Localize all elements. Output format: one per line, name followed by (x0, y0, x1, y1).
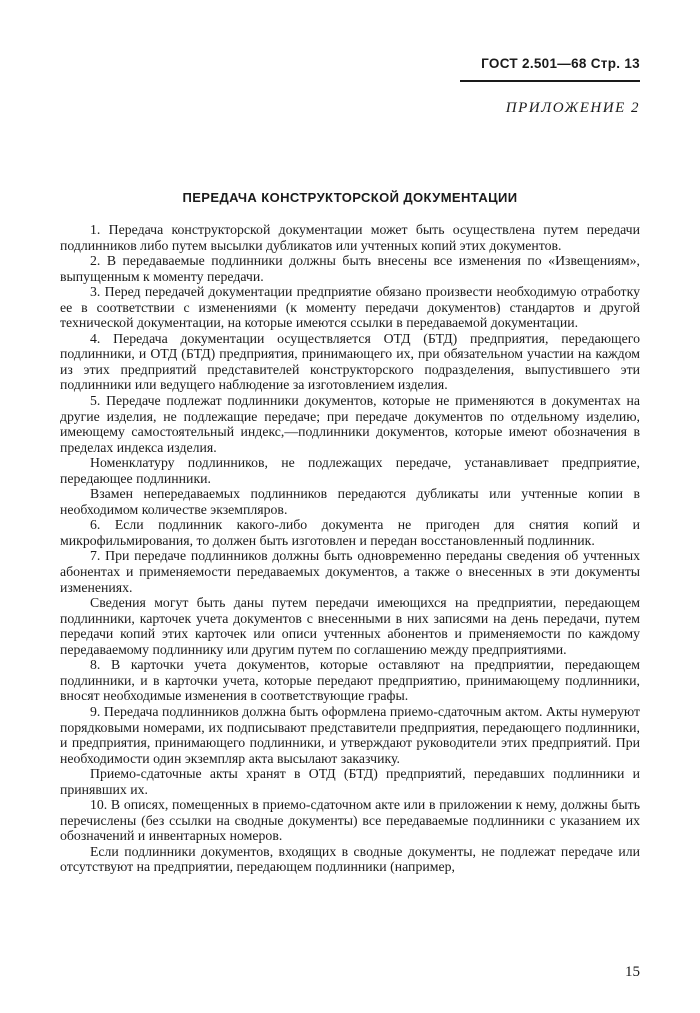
paragraph: 1. Передача конструкторской документации может быть осуществлена путем передачи подлинников либо путем высылки дубликатов или учтенных копий этих документов. (60, 222, 640, 253)
paragraph: Если подлинники документов, входящих в сводные документы, не подлежат передаче или отсутствуют на предприятии, передающем подлинники (например, (60, 843, 640, 875)
standard-header: ГОСТ 2.501—68 Стр. 13 (481, 56, 640, 71)
paragraph: 8. В карточки учета документов, которые оставляют на предприятии, передающем подлинники, и в карточки учета, которые передают предприятию, принимающему подлинники, вносят необходимые изменения в соответствующие графы. (60, 657, 640, 704)
header-rule (460, 80, 640, 82)
paragraph: 6. Если подлинник какого-либо документа не пригоден для снятия копий и микрофильмирования, то должен быть изготовлен и передан восстановленный подлинник. (60, 517, 640, 548)
paragraph: Сведения могут быть даны путем передачи имеющихся на предприятии, передающем подлинники, карточек учета документов с внесенными в них записями на день передачи, путем передачи копий этих карточек или описи учтенных абонентов и применяемости по каждому передаваемому подлиннику или другим путем по соглашению между предприятиями. (60, 595, 640, 657)
page-title: ПЕРЕДАЧА КОНСТРУКТОРСКОЙ ДОКУМЕНТАЦИИ (182, 190, 518, 205)
paragraph: Номенклатуру подлинников, не подлежащих передаче, устанавливает предприятие, передающее подлинники. (60, 455, 640, 486)
document-body (60, 222, 640, 875)
paragraph: Приемо-сдаточные акты хранят в ОТД (БТД) предприятий, передавших подлинники и принявших их. (60, 766, 640, 797)
paragraph: 9. Передача подлинников должна быть оформлена приемо-сдаточным актом. Акты нумеруют порядковыми номерами, их подписывают представители предприятия, передающего подлинники, и предприятия, принимающего подлинники, и утверждают руководители этих предприятий. При необходимости один экземпляр акта высылают заказчику. (60, 703, 640, 766)
page-number: 15 (625, 964, 640, 980)
paragraph: 7. При передаче подлинников должны быть одновременно переданы сведения об учтенных абонентах и применяемости передаваемых документов, а также о внесенных в эти документы изменениях. (60, 548, 640, 595)
paragraph: Взамен непередаваемых подлинников передаются дубликаты или учтенные копии в необходимом количестве экземпляров. (60, 486, 640, 517)
appendix-label: ПРИЛОЖЕНИЕ 2 (505, 100, 640, 116)
paragraph: 10. В описях, помещенных в приемо-сдаточном акте или в приложении к нему, должны быть перечислены (без ссылки на сводные документы) все передаваемые подлинники с указанием их обозначений и инвентарных номеров. (60, 797, 640, 844)
paragraph: 4. Передача документации осуществляется ОТД (БТД) предприятия, передающего подлинники, и ОТД (БТД) предприятия, принимающего их, при обязательном участии на каждом из этих предприятий представителей конструкторского подразделения, выпустившего эти подлинники или ведущего наблюдение за изготовлением изделия. (60, 330, 640, 393)
paragraph: 3. Перед передачей документации предприятие обязано произвести необходимую отработку ее в соответствии с изменениями (к моменту передачи документов) стандартов и другой технической документации, на которые имеются ссылки в передаваемой документации. (60, 284, 640, 331)
paragraph: 5. Передаче подлежат подлинники документов, которые не применяются в документах на другие изделия, не подлежащие передаче; при передаче документов по отдельному изделию, имеющему самостоятельный индекс,—подлинники документов, которые имеют обозначения в пределах индекса изделия. (60, 393, 640, 455)
paragraph: 2. В передаваемые подлинники должны быть внесены все изменения по «Извещениям», выпущенным к моменту передачи. (60, 253, 640, 284)
